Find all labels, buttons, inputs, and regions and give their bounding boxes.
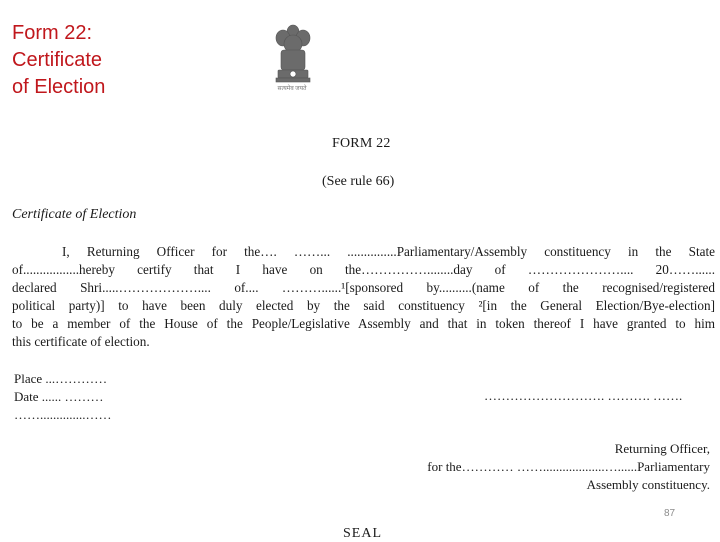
slide-title-line: Form 22: [12, 22, 93, 44]
signature-line: for the………… ……...................…......Parliamentary [427, 459, 710, 474]
date-label: Date ...... ……… [14, 389, 104, 404]
dots-line-right: ………………………. ………. ……. [484, 388, 683, 403]
form-rule-reference: (See rule 66) [322, 174, 395, 189]
signature-line: Returning Officer, [614, 441, 710, 456]
signature-block [427, 440, 710, 494]
form-number: FORM 22 [332, 136, 391, 151]
paragraph-line: political party)] to have been duly elected by the said constituency ²[in the General Election/Bye-election] [12, 298, 715, 313]
emblem-caption: सत्यमेव जयते [277, 86, 307, 92]
certificate-paragraph [12, 243, 715, 351]
signature-line: Assembly constituency. [586, 477, 710, 492]
paragraph-line: to be a member of the House of the People/Legislative Assembly and that in token thereof I have granted to him [12, 316, 715, 331]
seal-label: SEAL [343, 526, 382, 541]
certificate-heading: Certificate of Election [12, 207, 137, 222]
paragraph-line: of.................hereby certify that I have on the……………........day of ………………….... 20……...... [12, 262, 715, 277]
paragraph-line: this certificate of election. [12, 334, 150, 349]
slide-title-line: of Election [12, 76, 106, 98]
page-number: 87 [664, 508, 676, 519]
place-date-block [14, 370, 112, 424]
slide-title-line: Certificate [12, 49, 103, 71]
place-label: Place ...………… [14, 371, 108, 386]
paragraph-line: declared Shri.....……………….... of.... ………......¹[sponsored by..........(name of the recognised/registered [12, 280, 715, 295]
paragraph-line: I, Returning Officer for the…. ……... ...............Parliamentary/Assembly constituency in the State [62, 244, 715, 259]
dots-line-left: ……..............…… [14, 407, 112, 422]
slide-title [12, 20, 162, 101]
